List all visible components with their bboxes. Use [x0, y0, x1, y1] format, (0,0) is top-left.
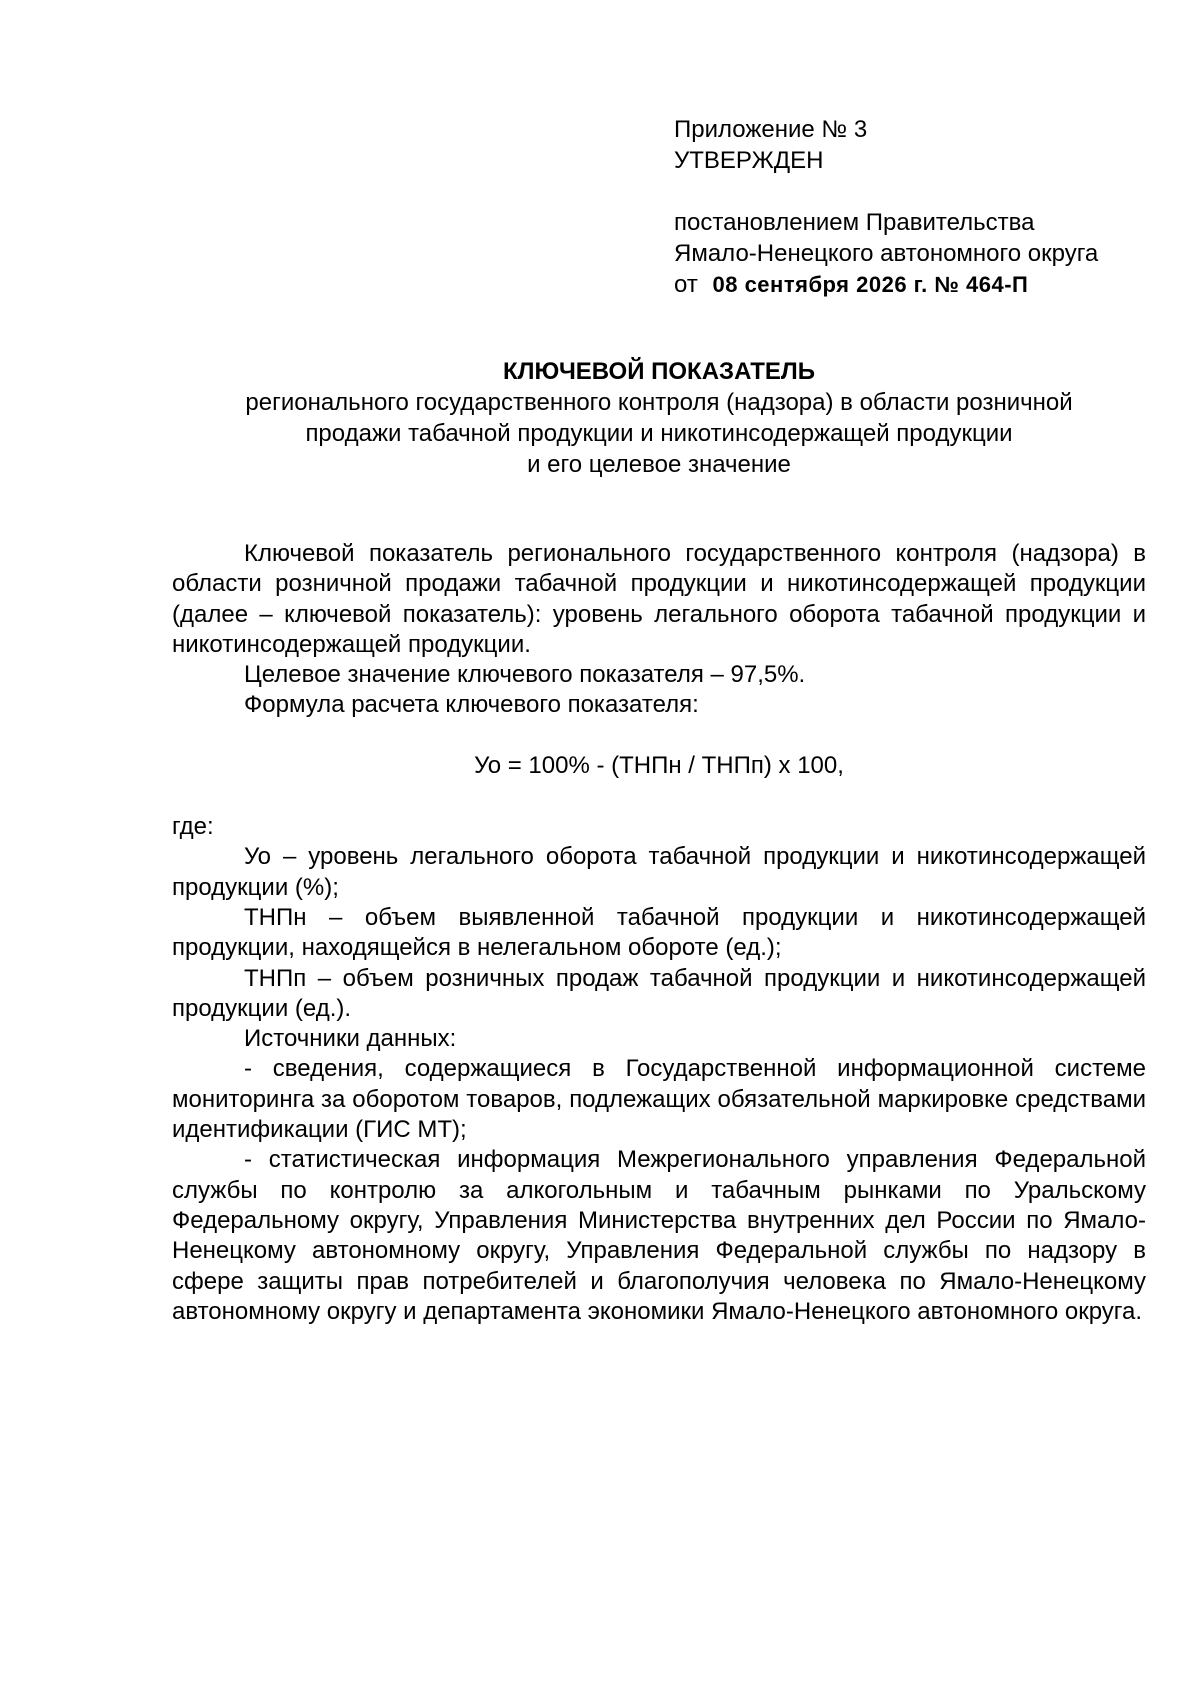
document-title: КЛЮЧЕВОЙ ПОКАЗАТЕЛЬ: [503, 358, 815, 385]
resolution-line-2: Ямало-Ненецкого автономного округа: [674, 240, 1099, 267]
sources-label: Источники данных:: [244, 1025, 457, 1053]
subtitle-line-3: и его целевое значение: [527, 451, 791, 478]
document-body: [172, 539, 1146, 1327]
subtitle-line-1: регионального государственного контроля (надзора) в области розничной: [245, 389, 1073, 416]
document-title-block: [172, 356, 1146, 480]
resolution-line-1: постановлением Правительства: [674, 209, 1035, 236]
resolution-date-number: 08 сентября 2026 г. № 464-П: [712, 272, 1029, 297]
source-item-2: - статистическая информация Межрегионального управления Федеральной службы по контролю за алкогольным и табачным рынками по Уральскому Федеральному округу, Управления Министерства внутренних дел России по Ямало-Ненецкому автономному округу, Управления Федеральной службы по надзору в сфере защиты прав потребителей и благополучия человека по Ямало-Ненецкому автономному округу и департамента экономики Ямало-Ненецкого автономного округа.: [172, 1146, 1146, 1325]
appendix-label: Приложение № 3: [674, 116, 868, 143]
approval-block: [674, 114, 1164, 300]
subtitle-line-2: продажи табачной продукции и никотинсодержащей продукции: [305, 420, 1013, 447]
key-indicator-paragraph: Ключевой показатель регионального государственного контроля (надзора) в области розничной продажи табачной продукции и никотинсодержащей продукции (далее – ключевой показатель): уровень легального оборота табачной продукции и никотинсодержащей продукции.: [172, 540, 1146, 658]
from-label: от: [674, 271, 698, 298]
source-item-1: - сведения, содержащиеся в Государственной информационной системе мониторинга за оборотом товаров, подлежащих обязательной маркировке средствами идентификации (ГИС МТ);: [172, 1055, 1146, 1144]
formula-intro-paragraph: Формула расчета ключевого показателя:: [244, 691, 699, 719]
approval-spacer: [674, 176, 1164, 207]
definition-tnpn: ТНПн – объем выявленной табачной продукции и никотинсодержащей продукции, находящейся в нелегальном обороте (ед.);: [172, 903, 1146, 962]
where-label: где:: [172, 813, 214, 841]
definition-tnpp: ТНПп – объем розничных продаж табачной продукции и никотинсодержащей продукции (ед.).: [172, 964, 1146, 1022]
target-value-paragraph: Целевое значение ключевого показателя – 97,5%.: [244, 661, 806, 689]
approved-label: УТВЕРЖДЕН: [674, 147, 824, 174]
resolution-date-line: [674, 269, 1164, 300]
definition-uo: Уо – уровень легального оборота табачной продукции и никотинсодержащей продукции (%);: [172, 843, 1146, 901]
formula: Уо = 100% - (ТНПн / ТНПп) х 100,: [474, 751, 844, 779]
